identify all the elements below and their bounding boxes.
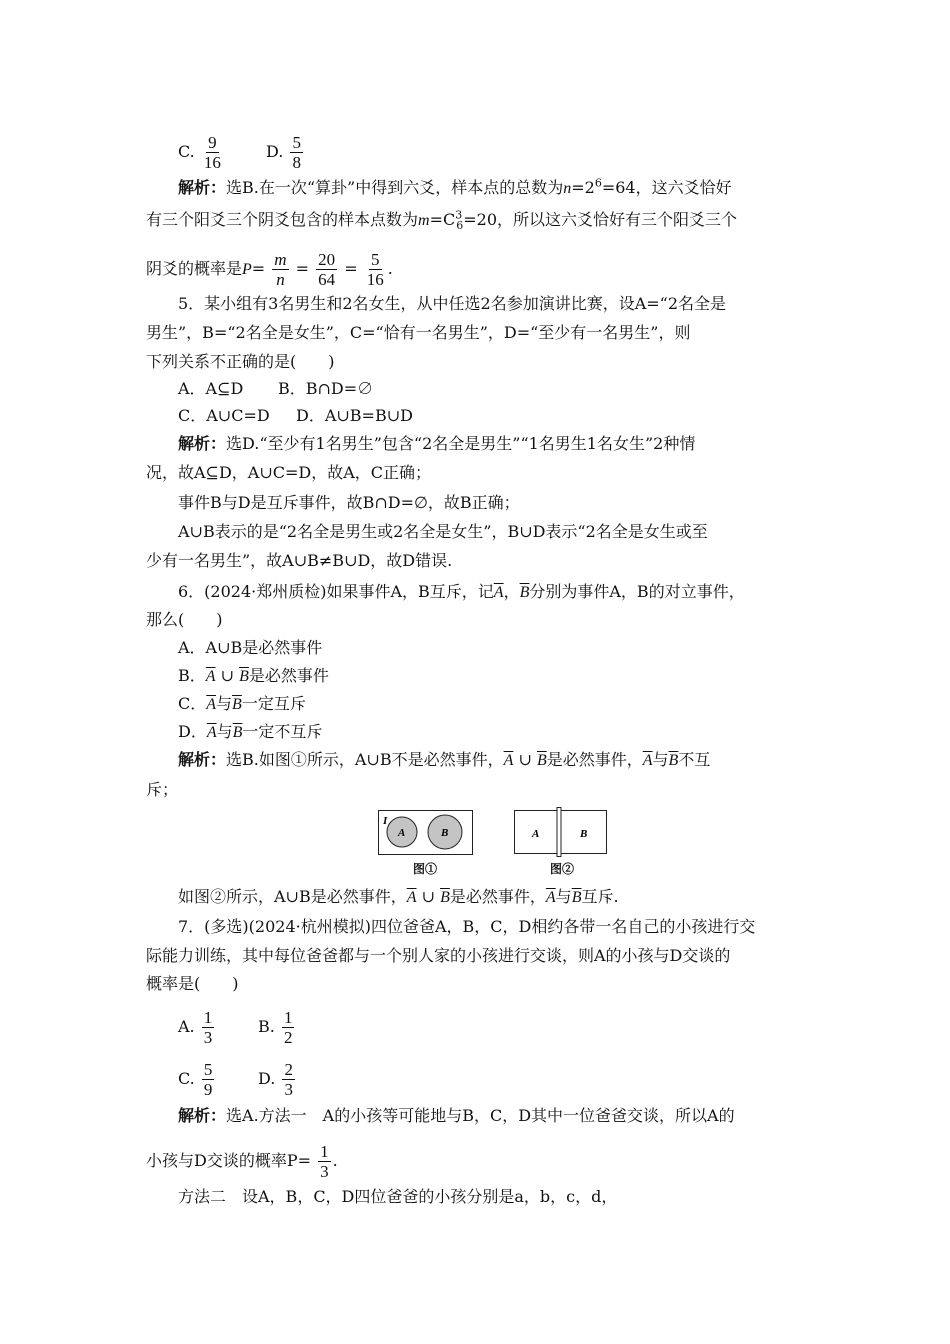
q5-option-d: D．A∪B=B∪D	[296, 406, 413, 425]
figure-2-caption: 图②	[550, 862, 575, 876]
q6-stem-line2: 那么( )	[146, 610, 223, 629]
q7-solution-line2: 小孩与D交谈的概率P= $\frac{1}{3}$ .	[146, 1142, 338, 1181]
q7-option-a: A. $\frac{1}{3}$	[178, 1008, 213, 1047]
q6-stem-line1: 6．(2024·郑州质检)如果事件A，B互斥，记$\overline{A}$，$\overline{B}$分别为事件A，B的对立事件，	[178, 582, 745, 601]
q6-option-d: D．$\overline{A}$与$\overline{B}$一定不互斥	[178, 722, 323, 741]
q7-solution-line3: 方法二 设A，B，C，D四位爸爸的小孩分别是a，b，c，d，	[178, 1187, 618, 1206]
region-a-label: A	[532, 828, 540, 840]
q4-option-d: D. $\frac{5}{8}$	[266, 133, 301, 172]
q5-solution-line3: 事件B与D是互斥事件，故B∩D=∅，故B正确；	[178, 493, 520, 512]
q7-option-d: D. $\frac{2}{3}$	[258, 1060, 293, 1099]
q4-option-c: C. $\frac{9}{16}$	[178, 133, 221, 172]
q6-solution-line1: 解析：选B.如图①所示，A∪B不是必然事件，$\overline{A}$ ∪ $\overline{B}$是必然事件，$\overline{A}$与$\overline{B}$不互	[178, 750, 711, 769]
q5-solution-line5: 少有一名男生”，故A∪B≠B∪D，故D错误.	[146, 551, 453, 570]
fraction: $\frac{5}{16}$	[366, 250, 384, 289]
divider-bar	[557, 808, 561, 857]
q5-solution-line2: 况，故A⊆D，A∪C=D，故A，C正确；	[146, 463, 432, 482]
fraction: $\frac{9}{16}$	[203, 133, 221, 172]
q7-solution-line1: 解析：选A.方法一 A的小孩等可能地与B，C，D其中一位爸爸交谈，所以A的	[178, 1106, 735, 1125]
fraction: $\frac{1}{3}$	[203, 1008, 213, 1047]
fraction: $\frac{5}{8}$	[292, 133, 301, 172]
fraction: $\frac{5}{9}$	[203, 1060, 213, 1099]
q5-solution-line4: A∪B表示的是“2名全是男生或2名全是女生”，B∪D表示“2名全是女生或至	[178, 522, 708, 541]
q5-stem-line1: 5．某小组有3名男生和2名女生，从中任选2名参加演讲比赛，设A=“2名全是	[178, 294, 727, 313]
figure-2-diagram	[514, 807, 608, 857]
q5-option-a: A．A⊆D	[178, 379, 244, 398]
q7-option-b: B. $\frac{1}{2}$	[258, 1008, 293, 1047]
fraction: $\frac{1}{2}$	[283, 1008, 293, 1047]
q6-option-a: A．A∪B是必然事件	[178, 638, 323, 657]
q5-solution-line1: 解析：选D.“至少有1名男生”包含“2名全是男生”“1名男生1名女生”2种情	[178, 434, 696, 453]
q7-option-c: C. $\frac{5}{9}$	[178, 1060, 213, 1099]
q6-option-c: C．$\overline{A}$与$\overline{B}$一定互斥	[178, 694, 306, 713]
region-b-label: B	[580, 828, 588, 840]
set-a-label: A	[398, 827, 406, 839]
q4-solution-line3: 阴爻的概率是P= $\frac{m}{n}$ = $\frac{20}{64}$ = $\frac{5}{16}$ .	[146, 250, 393, 289]
q7-stem-line1: 7．(多选)(2024·杭州模拟)四位爸爸A，B，C，D相约各带一名自己的小孩进行交	[178, 917, 756, 936]
fraction: $\frac{20}{64}$	[318, 250, 336, 289]
q7-stem-line3: 概率是( )	[146, 974, 239, 993]
q7-stem-line2: 际能力训练，其中每位爸爸都与一个别人家的小孩进行交谈，则A的小孩与D交谈的	[146, 946, 731, 965]
q5-option-b: B．B∩D=∅	[278, 379, 374, 398]
fraction: $\frac{2}{3}$	[284, 1060, 293, 1099]
fraction: $\frac{m}{n}$	[274, 250, 287, 289]
q5-stem-line3: 下列关系不正确的是( )	[146, 352, 335, 371]
set-b-label: B	[441, 827, 449, 839]
q4-solution-line1: 解析：选B.在一次“算卦”中得到六爻，样本点的总数为$n=2^6=64$，这六爻恰好	[178, 176, 732, 197]
figure-1-venn-diagram	[378, 810, 474, 856]
fraction: $\frac{1}{3}$	[320, 1142, 329, 1181]
q6-option-b: B．$\overline{A}$ ∪ $\overline{B}$是必然事件	[178, 666, 329, 685]
q6-solution-line2: 斥；	[146, 780, 179, 799]
q5-option-c: C．A∪C=D	[178, 406, 270, 425]
figure-1-caption: 图①	[413, 862, 438, 876]
q6-solution-line3: 如图②所示，A∪B是必然事件，$\overline{A}$ ∪ $\overline{B}$是必然事件，$\overline{A}$与$\overline{B}$互斥.	[178, 887, 619, 906]
q4-solution-line2: 有三个阳爻三个阴爻包含的样本点数为$m=C^3_6=20$，所以这六爻恰好有三个阳爻三个	[146, 208, 738, 233]
q5-stem-line2: 男生”，B=“2名全是女生”，C=“恰有一名男生”，D=“至少有一名男生”，则	[146, 323, 691, 342]
universe-label: I	[383, 815, 388, 827]
